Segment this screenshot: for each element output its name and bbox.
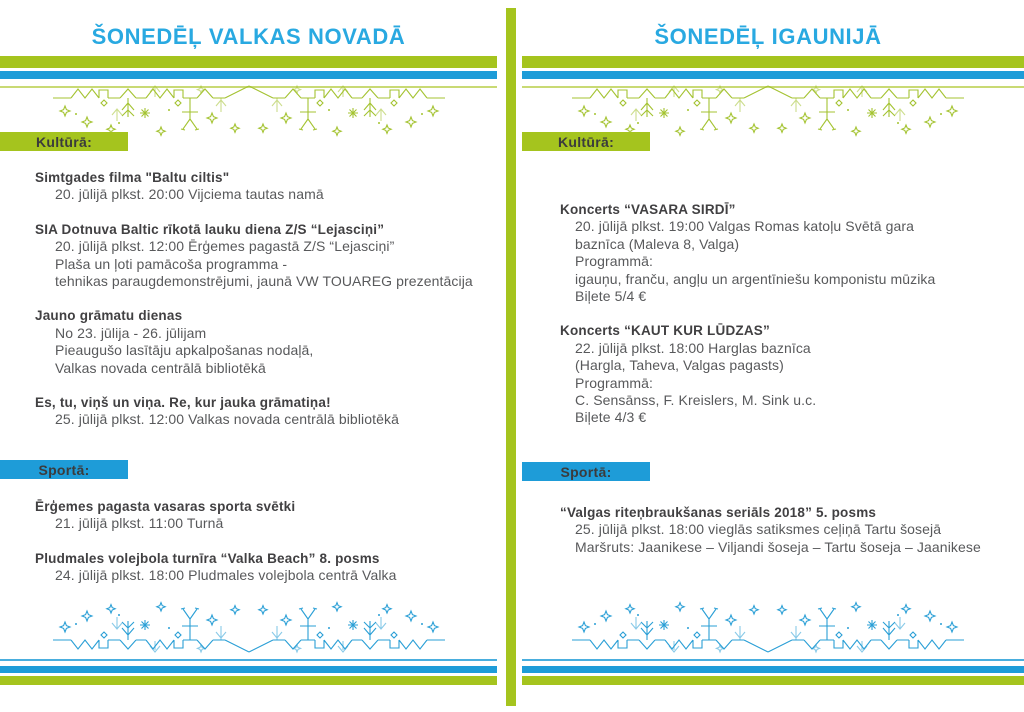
accent-bar-blue-bottom <box>0 666 497 673</box>
thin-line-bottom <box>522 659 1024 661</box>
page-valkas-novads <box>0 0 497 712</box>
page-igaunija <box>512 0 1024 712</box>
event-detail: Programmā: <box>575 374 654 391</box>
event-detail: Pieaugušo lasītāju apkalpošanas nodaļā, <box>55 342 314 359</box>
section-header-culture <box>0 132 128 151</box>
accent-bar-green-top <box>522 56 1024 68</box>
section-label: Kultūrā: <box>35 133 93 150</box>
sport-event-list <box>560 504 981 573</box>
event-detail: 24. jūlijā plkst. 18:00 Pludmales volejbola centrā Valka <box>55 567 397 584</box>
event-detail: Biļete 5/4 € <box>575 288 647 305</box>
culture-event-list <box>560 201 935 444</box>
event <box>560 322 935 426</box>
event-detail: baznīca (Maleva 8, Valga) <box>575 235 740 252</box>
culture-event-list <box>35 169 473 446</box>
page-title: ŠONEDĒĻ IGAUNIJĀ <box>654 24 882 49</box>
event <box>560 504 981 556</box>
folk-ornament-top <box>568 83 968 137</box>
accent-bar-green-bottom <box>522 676 1024 685</box>
accent-bar-green-top <box>0 56 497 68</box>
section-header-sport <box>522 462 650 481</box>
section-header-culture <box>522 132 650 151</box>
event-detail: tehnikas paraugdemonstrējumi, jaunā VW TOUAREG prezentācija <box>55 273 473 290</box>
event-title: Es, tu, viņš un viņa. Re, kur jauka grāmatiņa! <box>35 395 331 411</box>
sport-event-list <box>35 498 397 602</box>
event-title: Jauno grāmatu dienas <box>35 308 183 324</box>
section-label: Sportā: <box>560 463 612 480</box>
event <box>35 550 397 585</box>
event <box>35 394 473 429</box>
event-detail: igauņu, franču, angļu un argentīniešu komponistu mūzika <box>575 270 936 287</box>
event-title: SIA Dotnuva Baltic rīkotā lauku diena Z/S “Lejasciņi” <box>35 221 385 237</box>
event-detail: 20. jūlijā plkst. 19:00 Valgas Romas katoļu Svētā gara <box>575 218 914 235</box>
section-header-sport <box>0 460 128 479</box>
page-title: ŠONEDĒĻ VALKAS NOVADĀ <box>91 24 406 49</box>
event-detail: (Hargla, Taheva, Valgas pagasts) <box>575 357 784 374</box>
event-detail: Maršruts: Jaanikese – Viljandi šoseja – Tartu šoseja – Jaanikese <box>575 538 981 555</box>
event-title: Ērģemes pagasta vasaras sporta svētki <box>35 499 296 514</box>
section-label: Kultūrā: <box>557 133 615 150</box>
event-detail: 25. jūlijā plkst. 18:00 vieglās satiksmes ceļiņā Tartu šosejā <box>575 521 942 538</box>
event-detail: Plaša un ļoti pamācoša programma - <box>55 255 288 272</box>
event-title: Simtgades filma "Baltu ciltis" <box>35 170 230 185</box>
event-title: Koncerts “KAUT KUR LŪDZAS” <box>560 323 770 339</box>
event-detail: 25. jūlijā plkst. 12:00 Valkas novada centrālā bibliotēkā <box>55 411 399 428</box>
event <box>35 221 473 291</box>
event-detail: 21. jūlijā plkst. 11:00 Turnā <box>55 515 224 532</box>
folk-ornament-top <box>49 83 449 137</box>
event-detail: C. Sensānss, F. Kreislers, M. Sink u.c. <box>575 392 817 409</box>
accent-bar-blue-bottom <box>522 666 1024 673</box>
event-detail: Programmā: <box>575 253 654 270</box>
thin-line-bottom <box>0 659 497 661</box>
event-title: “Valgas riteņbraukšanas seriāls 2018” 5. posms <box>560 505 877 520</box>
event-title: Pludmales volejbola turnīra “Valka Beach” 8. posms <box>35 550 380 566</box>
event-detail: Valkas novada centrālā bibliotēkā <box>55 359 266 376</box>
event-detail: 20. jūlijā plkst. 12:00 Ērģemes pagastā Z/S “Lejasciņi” <box>55 238 395 255</box>
event <box>35 498 397 533</box>
event-detail: No 23. jūlija - 26. jūlijam <box>55 324 207 341</box>
event <box>35 169 473 204</box>
event <box>560 201 935 305</box>
event <box>35 307 473 377</box>
accent-bar-blue-top <box>522 71 1024 79</box>
section-label: Sportā: <box>38 461 90 478</box>
event-detail: 22. jūlijā plkst. 18:00 Harglas baznīca <box>575 339 811 356</box>
accent-bar-green-bottom <box>0 676 497 685</box>
folk-ornament-bottom <box>49 601 449 655</box>
event-detail: Biļete 4/3 € <box>575 409 647 426</box>
folk-ornament-bottom <box>568 601 968 655</box>
accent-bar-blue-top <box>0 71 497 79</box>
event-title: Koncerts “VASARA SIRDĪ” <box>560 202 736 217</box>
event-detail: 20. jūlijā plkst. 20:00 Vijciema tautas namā <box>55 186 324 203</box>
